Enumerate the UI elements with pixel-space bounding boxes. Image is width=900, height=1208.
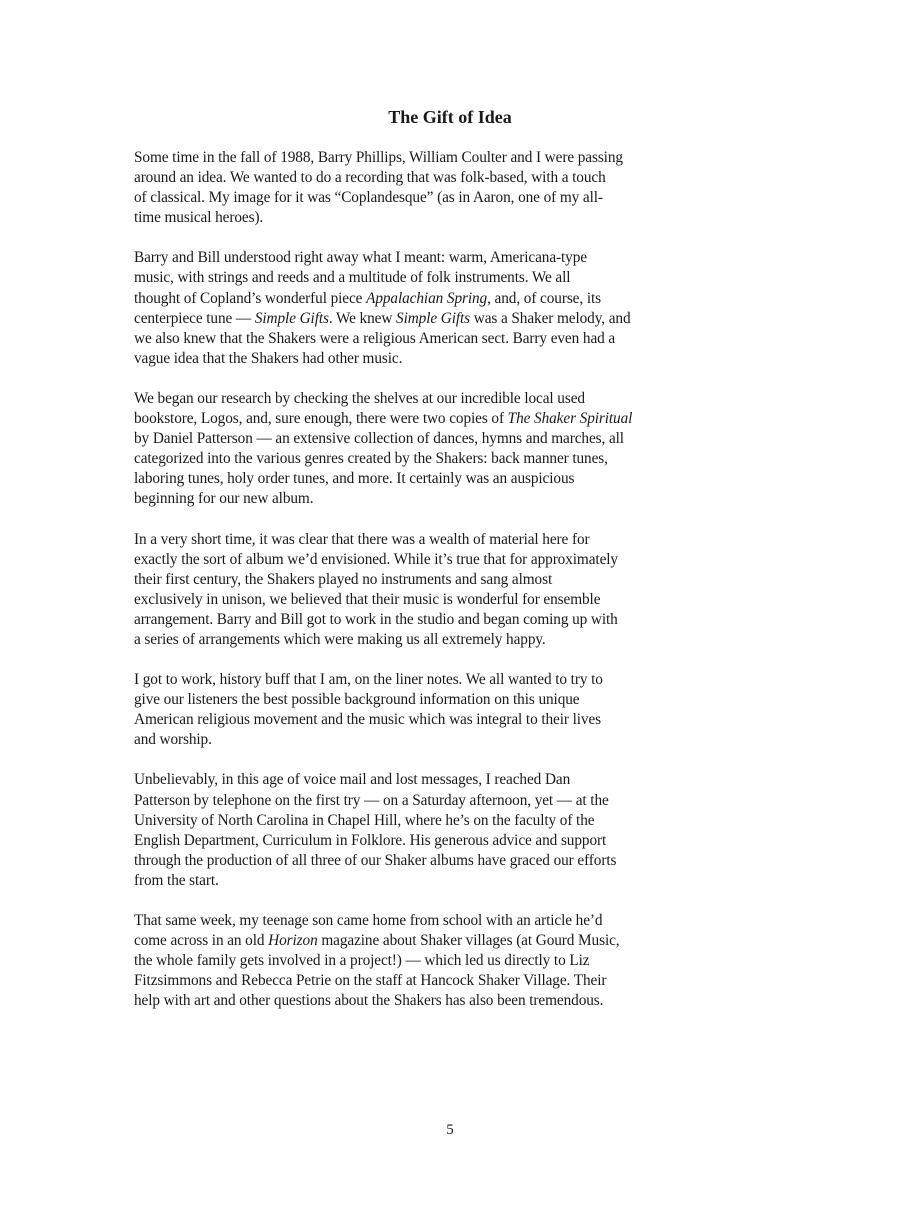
text-line (134, 168, 744, 188)
text-line (134, 791, 744, 811)
text-run: music, with strings and reeds and a multitude of folk instruments. We all (134, 269, 571, 287)
text-run: University of North Carolina in Chapel Hill, where he’s on the faculty of the (134, 811, 595, 829)
paragraph (134, 389, 744, 510)
text-run: from the start. (134, 871, 219, 889)
text-run: exactly the sort of album we’d envisioned. While it’s true that for approximately (134, 550, 618, 568)
text-line (134, 429, 744, 449)
text-run: That same week, my teenage son came home from school with an article he’d (134, 912, 603, 929)
text-run: time musical heroes). (134, 209, 264, 227)
text-run: beginning for our new album. (134, 490, 314, 508)
text-line (134, 951, 744, 971)
italic-title: Simple Gifts (396, 309, 471, 327)
paragraph (134, 248, 744, 369)
text-run: I got to work, history buff that I am, on the liner notes. We all wanted to try to (134, 671, 603, 689)
text-run: exclusively in unison, we believed that their music is wonderful for ensemble (134, 590, 601, 608)
text-line (134, 469, 744, 489)
text-run: vague idea that the Shakers had other music. (134, 349, 403, 367)
text-line (134, 570, 744, 590)
paragraph (134, 770, 744, 891)
text-line (134, 530, 744, 550)
text-run: , and, of course, its (487, 289, 601, 307)
text-run: through the production of all three of our Shaker albums have graced our efforts (134, 851, 617, 869)
text-line (134, 389, 744, 409)
text-run: we also knew that the Shakers were a religious American sect. Barry even had a (134, 329, 616, 347)
text-run: We began our research by checking the shelves at our incredible local used (134, 389, 585, 407)
text-run: around an idea. We wanted to do a recording that was folk-based, with a touch (134, 169, 606, 187)
text-run: and worship. (134, 731, 212, 749)
text-line (134, 971, 744, 991)
text-line (134, 148, 744, 168)
text-line (134, 710, 744, 730)
text-line (134, 449, 744, 469)
text-line (134, 610, 744, 630)
text-line (134, 289, 744, 309)
text-run: thought of Copland’s wonderful piece (134, 289, 367, 307)
text-run: come across in an old (134, 932, 269, 950)
text-run: arrangement. Barry and Bill got to work in the studio and began coming up with (134, 610, 618, 628)
text-run: their first century, the Shakers played no instruments and sang almost (134, 570, 553, 588)
italic-title: The Shaker Spiritual (507, 410, 633, 428)
text-line (134, 188, 744, 208)
paragraph (134, 148, 744, 228)
text-line (134, 871, 744, 891)
body-text (134, 148, 744, 1031)
text-run: the whole family gets involved in a project!) — which led us directly to Liz (134, 952, 590, 970)
text-run: by Daniel Patterson — an extensive collection of dances, hymns and marches, all (134, 430, 624, 448)
text-line (134, 329, 744, 349)
text-line (134, 931, 744, 951)
text-run: . We knew (328, 309, 397, 327)
text-line (134, 489, 744, 509)
page-number: 5 (446, 1122, 454, 1138)
text-run: was a Shaker melody, and (470, 309, 631, 327)
text-run: centerpiece tune — (134, 309, 255, 327)
text-line (134, 770, 744, 790)
text-run: Fitzsimmons and Rebecca Petrie on the staff at Hancock Shaker Village. Their (134, 972, 607, 990)
text-run: help with art and other questions about the Shakers has also been tremendous. (134, 992, 604, 1010)
text-run: American religious movement and the music which was integral to their lives (134, 711, 602, 729)
text-run: English Department, Curriculum in Folklore. His generous advice and support (134, 831, 607, 849)
text-run: magazine about Shaker villages (at Gourd Music, (317, 932, 620, 950)
text-line (134, 409, 744, 429)
text-line (134, 550, 744, 570)
paragraph (134, 911, 744, 1011)
italic-title: Simple Gifts (254, 309, 329, 327)
text-line (134, 670, 744, 690)
paragraph (134, 670, 744, 750)
text-run: In a very short time, it was clear that there was a wealth of material here for (134, 530, 590, 548)
text-run: Unbelievably, in this age of voice mail and lost messages, I reached Dan (134, 771, 571, 789)
text-line (134, 208, 744, 228)
text-line (134, 811, 744, 831)
text-run: a series of arrangements which were making us all extremely happy. (134, 630, 546, 648)
text-line (134, 248, 744, 268)
text-line (134, 690, 744, 710)
text-line (134, 831, 744, 851)
text-line (134, 991, 744, 1011)
text-line (134, 309, 744, 329)
text-line (134, 590, 744, 610)
text-run: bookstore, Logos, and, sure enough, there were two copies of (134, 410, 508, 428)
italic-title: Appalachian Spring (366, 289, 488, 307)
text-run: Barry and Bill understood right away what I meant: warm, Americana-type (134, 249, 587, 267)
text-run: give our listeners the best possible background information on this unique (134, 691, 580, 709)
text-line (134, 911, 744, 931)
text-run: laboring tunes, holy order tunes, and more. It certainly was an auspicious (134, 470, 575, 488)
text-run: of classical. My image for it was “Coplandesque” (as in Aaron, one of my all- (134, 189, 603, 207)
text-line (134, 851, 744, 871)
paragraph (134, 530, 744, 651)
italic-title: Horizon (268, 932, 318, 950)
text-run: categorized into the various genres created by the Shakers: back manner tunes, (134, 450, 608, 468)
text-line (134, 349, 744, 369)
text-line (134, 630, 744, 650)
text-line (134, 730, 744, 750)
page-title: The Gift of Idea (388, 107, 512, 127)
text-line (134, 268, 744, 288)
text-run: Patterson by telephone on the first try — on a Saturday afternoon, yet — at the (134, 791, 609, 809)
text-run: Some time in the fall of 1988, Barry Phillips, William Coulter and I were passing (134, 149, 623, 166)
